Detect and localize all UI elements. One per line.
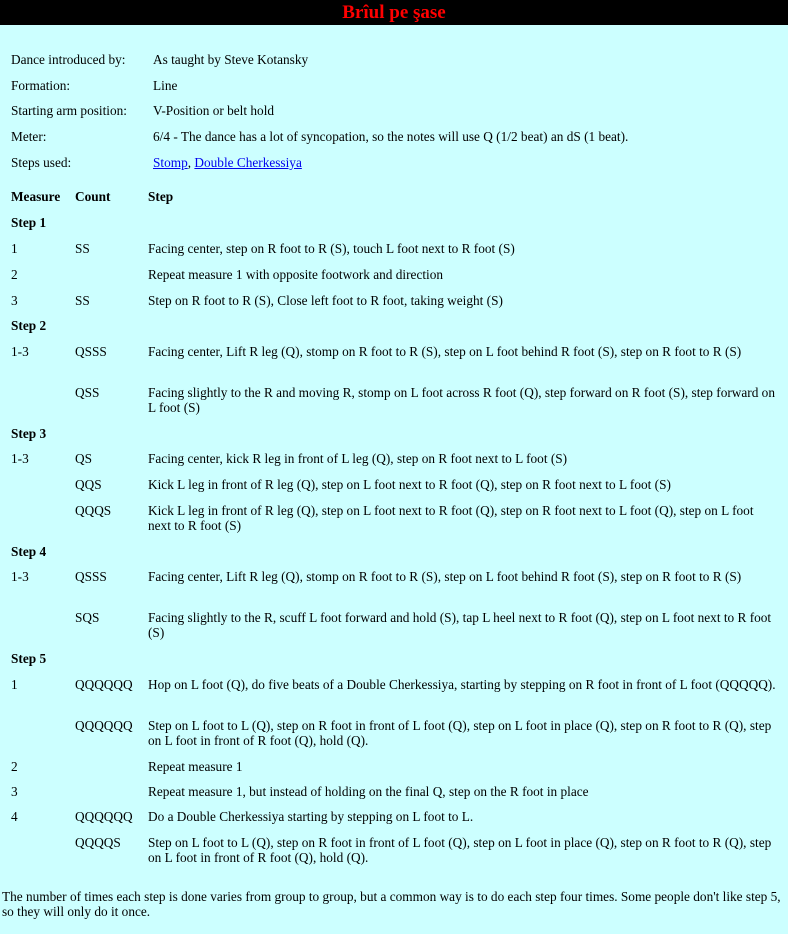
section-name: Step 2: [11, 318, 47, 333]
measure-cell: 1-3: [11, 569, 29, 584]
count-cell: QQQQQQ: [75, 718, 133, 733]
info-label: Formation:: [11, 77, 71, 93]
table-row: [0, 477, 788, 492]
header-step: Step: [148, 189, 174, 204]
step-cell: Repeat measure 1: [148, 759, 243, 774]
step-cell: Kick L leg in front of R leg (Q), step on L foot next to R foot (Q), step on R foot next to L foot (S): [148, 477, 671, 492]
measure-cell: 1: [11, 677, 18, 692]
count-cell: QQQS: [75, 503, 112, 518]
measure-cell: 2: [11, 759, 18, 774]
table-row: [0, 267, 788, 282]
measure-cell: 1-3: [11, 451, 29, 466]
footer-note: The number of times each step is done varies from group to group, but a common way is to do each step four times. Some people don't like step 5, so they will only do it once.: [2, 889, 781, 919]
double-cherkessiya-link[interactable]: Double Cherkessiya: [194, 154, 302, 170]
info-label: Steps used:: [11, 154, 72, 170]
count-cell: QQQQS: [75, 835, 121, 850]
header-count: Count: [75, 189, 111, 204]
step-cell: Facing center, Lift R leg (Q), stomp on R foot to R (S), step on L foot behind R foot (S), step on R foot to R (S): [148, 344, 742, 359]
step-cell: Facing center, kick R leg in front of L leg (Q), step on R foot next to L foot (S): [148, 451, 568, 466]
count-cell: QQQQQQ: [75, 809, 133, 824]
section-name: Step 5: [11, 651, 47, 666]
table-row: [0, 835, 788, 865]
count-cell: QQS: [75, 477, 102, 492]
step-cell: Repeat measure 1 with opposite footwork and direction: [148, 267, 444, 282]
section-name: Step 3: [11, 426, 47, 441]
measure-cell: 3: [11, 784, 18, 799]
title-bar: [0, 0, 788, 25]
count-cell: SQS: [75, 610, 100, 625]
table-row: [0, 293, 788, 308]
table-header: [0, 189, 788, 204]
step-cell: Facing slightly to the R, scuff L foot forward and hold (S), tap L heel next to R foot (Q), step on L foot next to R foot (S): [148, 610, 772, 640]
info-label: Dance introduced by:: [11, 52, 126, 67]
table-row: [0, 784, 788, 799]
info-value: Line: [153, 77, 178, 93]
count-cell: SS: [75, 293, 90, 308]
stomp-link[interactable]: Stomp: [153, 154, 188, 170]
section-name: Step 4: [11, 544, 47, 559]
step-cell: Kick L leg in front of R leg (Q), step on L foot next to R foot (Q), step on R foot next to L foot (Q), step on L foot next to R foot (S): [148, 503, 754, 533]
info-value: 6/4 - The dance has a lot of syncopation, so the notes will use Q (1/2 beat) an dS (1 beat).: [153, 129, 629, 145]
table-row: [0, 610, 788, 640]
link-separator: ,: [187, 154, 195, 170]
table-row: [0, 241, 788, 256]
step-cell: Facing center, Lift R leg (Q), stomp on R foot to R (S), step on L foot behind R foot (S), step on R foot to R (S): [148, 569, 742, 584]
page-title: Brîul pe şase: [342, 2, 446, 23]
table-row: [0, 451, 788, 466]
count-cell: QS: [75, 451, 92, 466]
step-cell: Repeat measure 1, but instead of holding on the final Q, step on the R foot in place: [148, 784, 589, 799]
step-cell: Step on R foot to R (S), Close left foot to R foot, taking weight (S): [148, 293, 503, 308]
table-row: [0, 809, 788, 824]
measure-cell: 1: [11, 241, 18, 256]
section-name: Step 1: [11, 215, 47, 230]
header-measure: Measure: [11, 189, 61, 204]
count-cell: SS: [75, 241, 90, 256]
measure-cell: 4: [11, 809, 18, 824]
step-cell: Hop on L foot (Q), do five beats of a Double Cherkessiya, starting by stepping on R foot in front of L foot (QQQQQ).: [148, 677, 776, 692]
count-cell: QSSS: [75, 344, 107, 359]
info-label: Meter:: [11, 129, 47, 145]
measure-cell: 2: [11, 267, 18, 282]
count-cell: QSSS: [75, 569, 107, 584]
step-cell: Step on L foot to L (Q), step on R foot in front of L foot (Q), step on L foot in place (Q), step on R foot to R (Q), step on L foot in front of R foot (Q), hold (Q).: [148, 835, 772, 865]
step-cell: Step on L foot to L (Q), step on R foot in front of L foot (Q), step on L foot in place (Q), step on R foot to R (Q), step on L foot in front of R foot (Q), hold (Q).: [148, 718, 772, 748]
measure-cell: 1-3: [11, 344, 29, 359]
info-value: V-Position or belt hold: [153, 103, 275, 119]
step-cell: Facing center, step on R foot to R (S), touch L foot next to R foot (S): [148, 241, 515, 256]
info-label: Starting arm position:: [11, 103, 127, 119]
step-cell: Do a Double Cherkessiya starting by stepping on L foot to L.: [148, 809, 474, 824]
table-row: [0, 569, 788, 584]
steps-used-links: [153, 155, 302, 170]
count-cell: QSS: [75, 385, 100, 400]
step-cell: Facing slightly to the R and moving R, stomp on L foot across R foot (Q), step forward on R foot (S), step forward on L foot (S): [148, 385, 775, 415]
count-cell: QQQQQQ: [75, 677, 133, 692]
info-value: As taught by Steve Kotansky: [153, 52, 309, 67]
measure-cell: 3: [11, 293, 18, 308]
table-row: [0, 677, 788, 692]
table-row: [0, 344, 788, 359]
table-row: [0, 503, 788, 533]
table-row: [0, 718, 788, 748]
table-row: [0, 385, 788, 415]
table-row: [0, 759, 788, 774]
